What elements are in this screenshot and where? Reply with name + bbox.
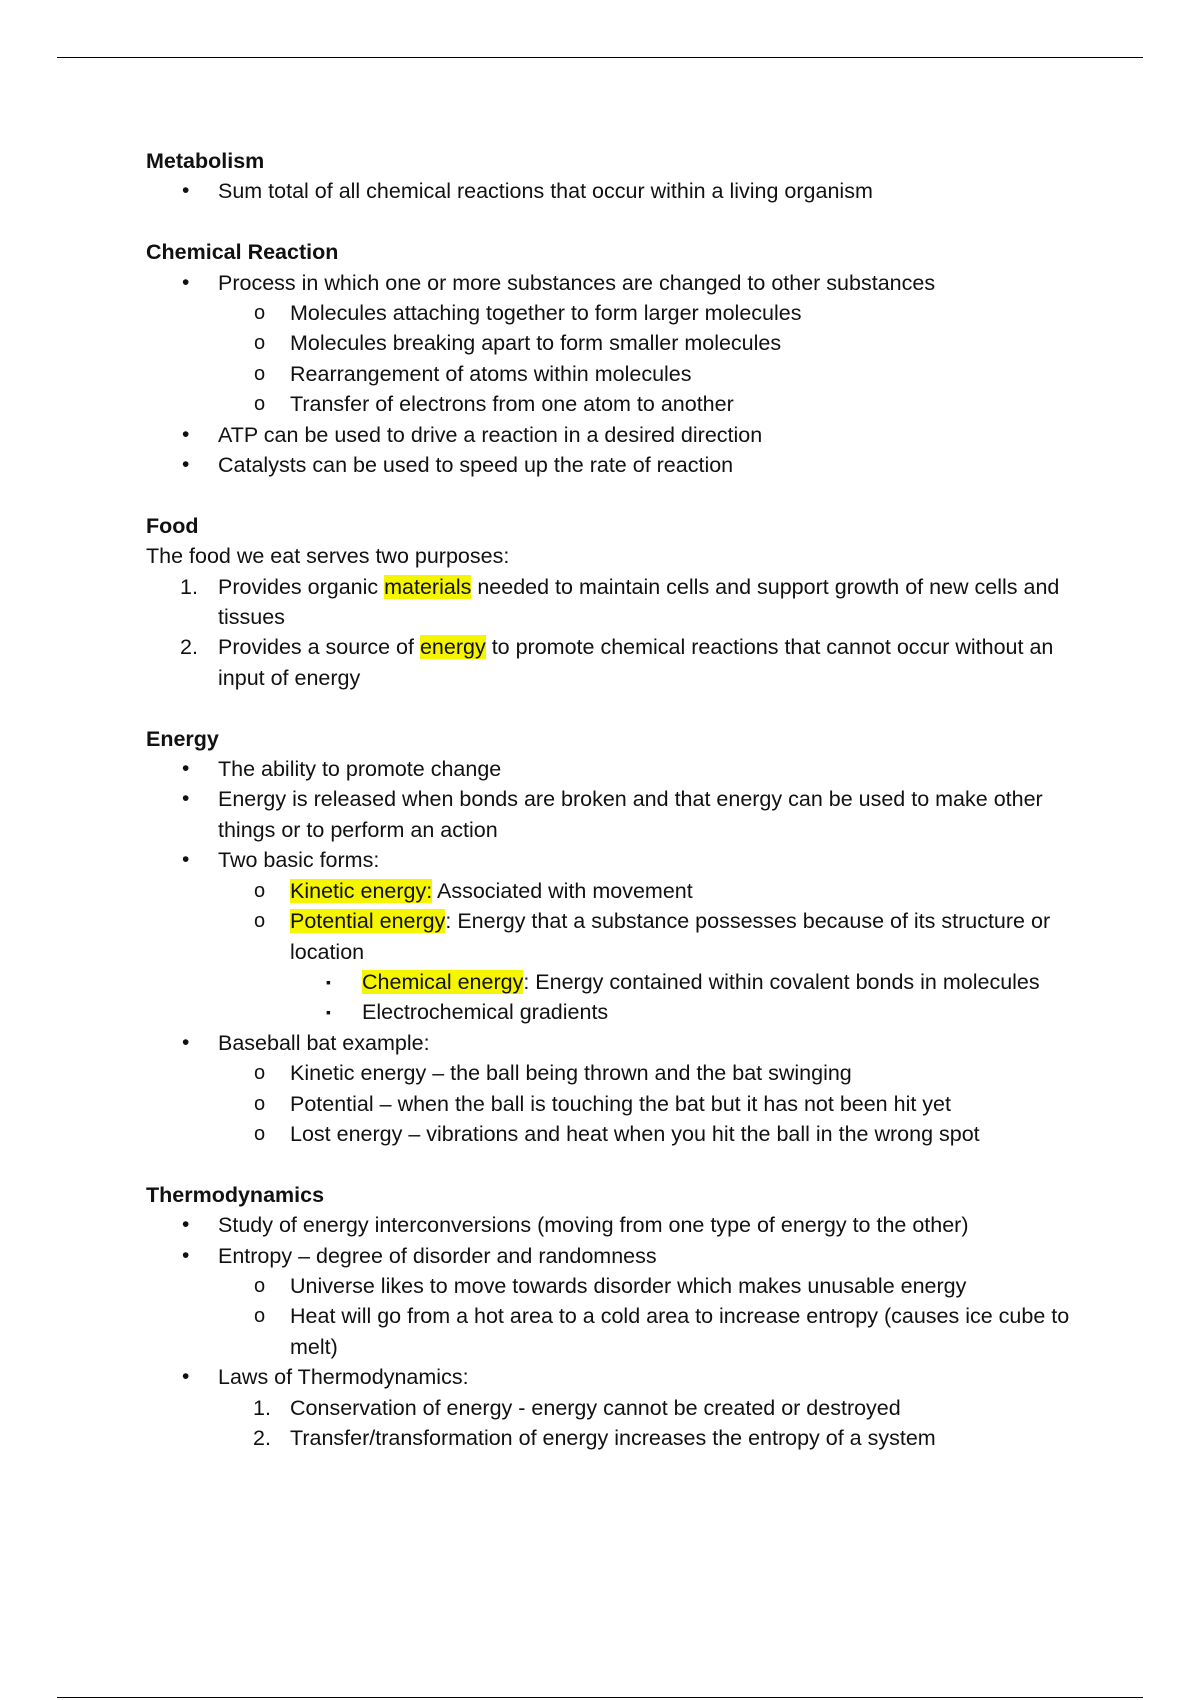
bullet-marker: • (182, 1213, 190, 1237)
document-body (146, 146, 1096, 1453)
sub-list-item (146, 298, 1096, 328)
list-item (146, 784, 1096, 845)
item-text: Entropy – degree of disorder and randomness (218, 1243, 657, 1268)
circle-marker: o (254, 302, 266, 325)
list-item (146, 1241, 1096, 1271)
item-continuation: melt) (290, 1334, 338, 1359)
list-item (146, 176, 1096, 206)
heading-chemical-reaction: Chemical Reaction (146, 240, 339, 265)
numbered-sub-item (146, 1393, 1096, 1423)
item-text: Lost energy – vibrations and heat when you hit the ball in the wrong spot (290, 1121, 980, 1146)
circle-marker: o (254, 1062, 266, 1085)
bullet-marker: • (182, 1243, 190, 1267)
item-text: Rearrangement of atoms within molecules (290, 361, 692, 386)
sub-list-item (146, 389, 1096, 419)
item-text: Energy is released when bonds are broken and that energy can be used to make other (218, 787, 1043, 812)
circle-marker: o (254, 1122, 266, 1145)
heading-energy: Energy (146, 726, 219, 751)
list-item (146, 1210, 1096, 1240)
item-continuation: things or to perform an action (218, 817, 498, 842)
circle-marker: o (254, 879, 266, 902)
circle-marker: o (254, 332, 266, 355)
item-text: Laws of Thermodynamics: (218, 1365, 469, 1390)
highlight: Kinetic energy: (290, 878, 433, 903)
item-text: to promote chemical reactions that cannot occur without an (485, 635, 1054, 660)
item-text: Process in which one or more substances are changed to other substances (218, 270, 936, 295)
sub-sub-list-item (146, 967, 1096, 997)
number-marker: 2. (253, 1426, 271, 1450)
number-marker: 2. (180, 635, 198, 660)
bullet-marker: • (182, 453, 190, 477)
item-text: Two basic forms: (218, 848, 380, 873)
circle-marker: o (254, 910, 266, 933)
heading-metabolism: Metabolism (146, 149, 265, 173)
heading-thermodynamics: Thermodynamics (146, 1182, 325, 1207)
sub-list-item (146, 1089, 1096, 1119)
item-text: Baseball bat example: (218, 1030, 430, 1055)
item-text: The ability to promote change (218, 757, 502, 782)
item-text: ATP can be used to drive a reaction in a desired direction (218, 422, 763, 447)
item-text: Conservation of energy - energy cannot be created or destroyed (290, 1395, 901, 1420)
bullet-marker: • (182, 848, 190, 872)
square-marker: ▪ (326, 1004, 331, 1021)
sub-list-item (146, 328, 1096, 358)
food-intro: The food we eat serves two purposes: (146, 544, 510, 569)
item-text: Study of energy interconversions (moving from one type of energy to the other) (218, 1213, 969, 1238)
item-text: : Energy that a substance possesses because of its structure or (445, 909, 1051, 934)
number-marker: 1. (253, 1395, 271, 1420)
highlight: Chemical energy (362, 969, 524, 994)
bullet-marker: • (182, 422, 190, 446)
list-item (146, 420, 1096, 450)
list-item (146, 1362, 1096, 1392)
list-item (146, 450, 1096, 480)
item-text: : Energy contained within covalent bonds in molecules (523, 969, 1040, 994)
bullet-marker: • (182, 787, 190, 811)
item-text: Provides organic (218, 574, 385, 599)
item-continuation: tissues (218, 605, 285, 630)
sub-list-item (146, 1119, 1096, 1149)
highlight: Potential energy (290, 909, 446, 934)
item-text: Catalysts can be used to speed up the rate of reaction (218, 453, 734, 478)
list-item (146, 268, 1096, 298)
highlight: energy (419, 635, 486, 660)
item-text: Heat will go from a hot area to a cold area to increase entropy (causes ice cube to (290, 1304, 1070, 1329)
circle-marker: o (254, 362, 266, 385)
item-text: Potential – when the ball is touching the bat but it has not been hit yet (290, 1091, 951, 1116)
sub-sub-list-item (146, 997, 1096, 1027)
heading-food: Food (146, 513, 199, 538)
item-text: Electrochemical gradients (362, 1000, 609, 1025)
bullet-marker: • (182, 270, 190, 294)
item-text: Molecules breaking apart to form smaller molecules (290, 331, 782, 356)
numbered-sub-item (146, 1423, 1096, 1453)
item-text: Molecules attaching together to form larger molecules (290, 301, 802, 326)
item-text: needed to maintain cells and support growth of new cells and (471, 574, 1060, 599)
item-text: Provides a source of (218, 635, 420, 660)
list-item (146, 845, 1096, 875)
numbered-item (146, 632, 1096, 693)
sub-list-item (146, 1058, 1096, 1088)
circle-marker: o (254, 1305, 266, 1328)
sub-list-item (146, 1301, 1096, 1362)
item-continuation: input of energy (218, 665, 361, 690)
circle-marker: o (254, 1274, 266, 1297)
list-item (146, 754, 1096, 784)
bullet-marker: • (182, 179, 190, 203)
item-text: Transfer of electrons from one atom to another (290, 392, 734, 417)
bottom-rule (57, 1697, 1143, 1698)
item-text: Transfer/transformation of energy increases the entropy of a system (290, 1426, 936, 1450)
top-rule (57, 57, 1143, 58)
square-marker: ▪ (326, 973, 331, 990)
sub-list-item (146, 1271, 1096, 1301)
number-marker: 1. (180, 574, 198, 599)
item-text: Kinetic energy – the ball being thrown and the bat swinging (290, 1061, 852, 1086)
sub-list-item (146, 876, 1096, 906)
sub-list-item (146, 906, 1096, 967)
circle-marker: o (254, 393, 266, 416)
item-text: Associated with movement (432, 878, 693, 903)
circle-marker: o (254, 1092, 266, 1115)
sub-list-item (146, 359, 1096, 389)
item-text: Universe likes to move towards disorder which makes unusable energy (290, 1273, 967, 1298)
highlight: materials (384, 574, 472, 599)
item-text: Sum total of all chemical reactions that occur within a living organism (218, 179, 873, 204)
list-item (146, 1028, 1096, 1058)
numbered-item (146, 572, 1096, 633)
item-continuation: location (290, 939, 365, 964)
bullet-marker: • (182, 1030, 190, 1054)
bullet-marker: • (182, 1365, 190, 1389)
bullet-marker: • (182, 757, 190, 781)
